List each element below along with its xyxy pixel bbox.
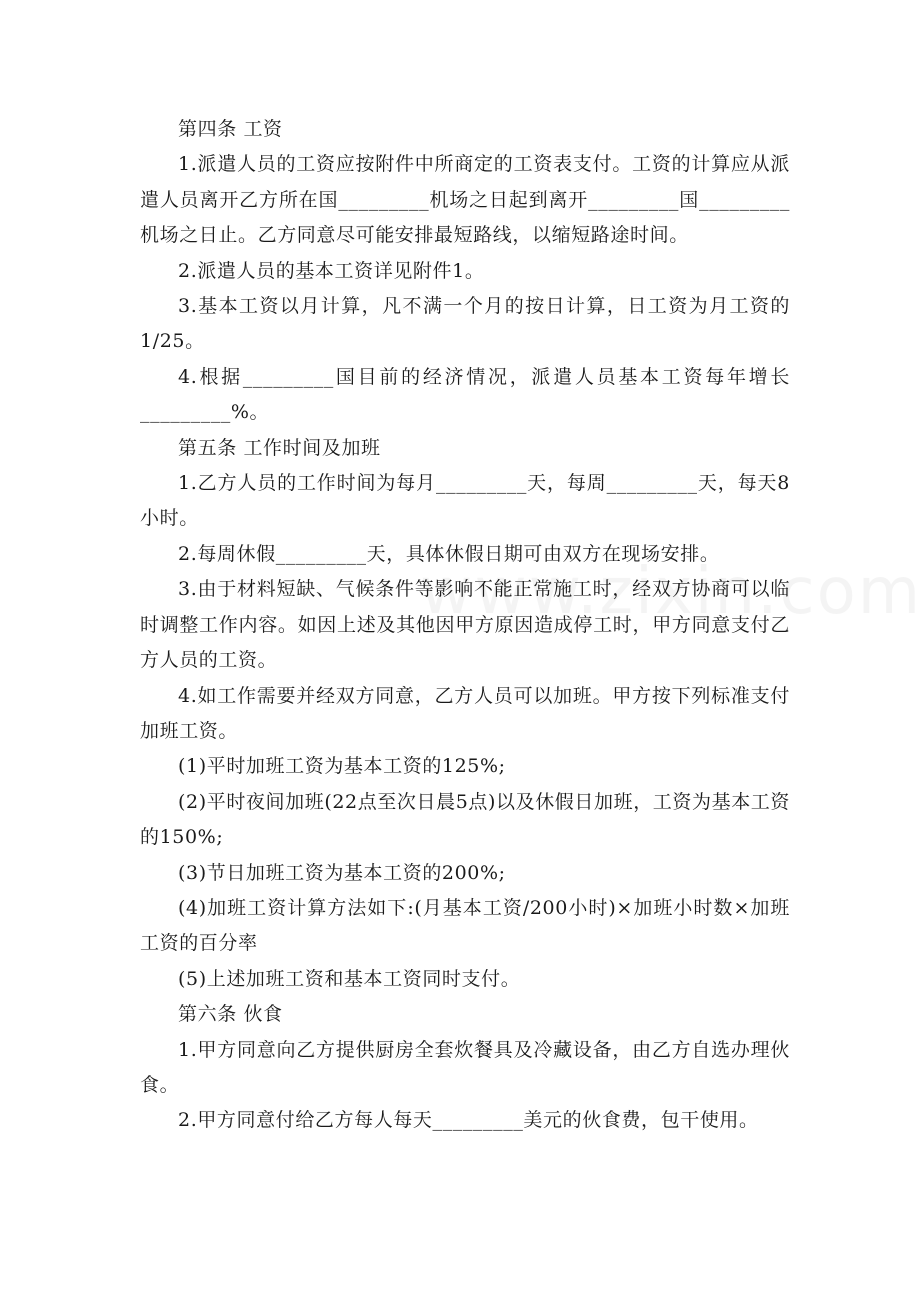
article-5-clause-3: 3.由于材料短缺、气候条件等影响不能正常施工时，经双方协商可以临时调整工作内容。如因上述及其他因甲方原因造成停工时，甲方同意支付乙方人员的工资。 (140, 578, 790, 672)
article-6-clause-2: 2.甲方同意付给乙方每人每天_________美元的伙食费，包干使用。 (178, 1109, 759, 1132)
article-4-heading: 第四条 工资 (178, 118, 283, 140)
article-5-clause-2: 2.每周休假_________天，具体休假日期可由双方在现场安排。 (178, 542, 720, 565)
article-5-clause-1: 1.乙方人员的工作时间为每月_________天，每周_________天，每天8小时。 (140, 472, 790, 530)
article-4-clause-2: 2.派遣人员的基本工资详见附件1。 (178, 259, 485, 282)
overtime-item-4: (4)加班工资计算方法如下:(月基本工资/200小时)×加班小时数×加班工资的百分率 (140, 896, 790, 955)
overtime-item-3: (3)节日加班工资为基本工资的200%; (178, 861, 506, 884)
article-5-clause-4: 4.如工作需要并经双方同意，乙方人员可以加班。甲方按下列标准支付加班工资。 (140, 684, 790, 742)
article-5-heading: 第五条 工作时间及加班 (178, 436, 381, 459)
article-6-heading: 第六条 伙食 (178, 1003, 283, 1026)
overtime-item-1: (1)平时加班工资为基本工资的125%; (178, 755, 506, 778)
article-6-clause-1: 1.甲方同意向乙方提供厨房全套炊餐具及冷藏设备，由乙方自选办理伙食。 (140, 1038, 790, 1096)
document-body (140, 112, 790, 1139)
article-4-clause-3: 3.基本工资以月计算，凡不满一个月的按日计算，日工资为月工资的1/25。 (140, 295, 790, 353)
article-4-clause-1: 1.派遣人员的工资应按附件中所商定的工资表支付。工资的计算应从派遣人员离开乙方所在国_________机场之日起到离开_________国_________机场之日止。乙方同意尽可能安排最短路线，以缩短路途时间。 (140, 153, 790, 247)
article-4-clause-4: 4.根据_________国目前的经济情况，派遣人员基本工资每年增长_________%。 (140, 365, 790, 424)
overtime-item-5: (5)上述加班工资和基本工资同时支付。 (178, 967, 521, 990)
overtime-item-2: (2)平时夜间加班(22点至次日晨5点)以及休假日加班，工资为基本工资的150%; (140, 790, 791, 849)
